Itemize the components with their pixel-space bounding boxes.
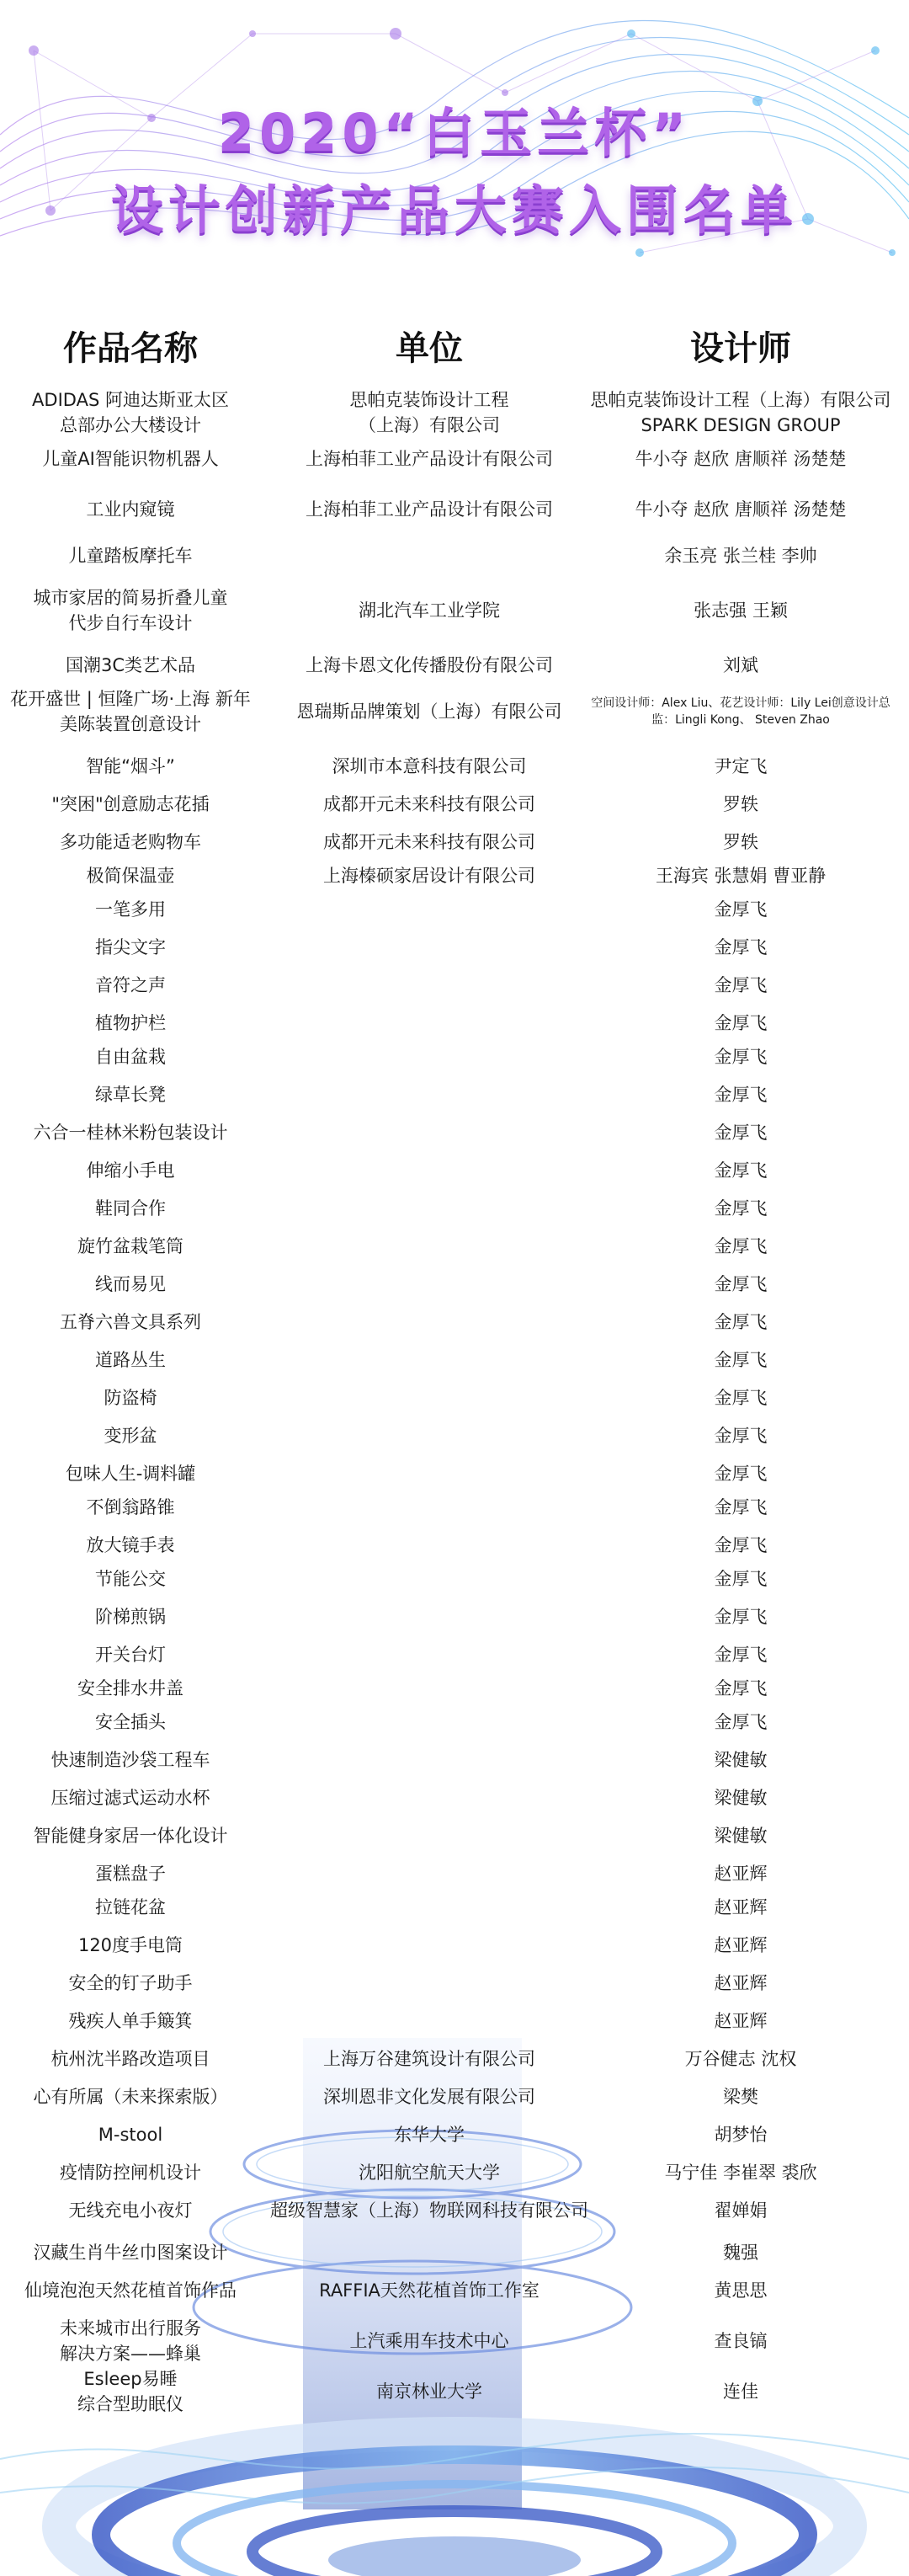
unit-name: 上海柏菲工业产品设计有限公司 (306, 499, 553, 520)
table-row (0, 1562, 909, 1596)
designer-name: 金厚飞 (714, 899, 768, 920)
table-row (0, 2316, 909, 2366)
work-name: 安全排水井盖 (77, 1678, 183, 1699)
designer-name: 查良镐 (714, 2331, 768, 2351)
table-row (0, 648, 909, 682)
work-name: 五脊六兽文具系列 (60, 1312, 201, 1332)
designer-name: 金厚飞 (714, 1497, 768, 1517)
unit-name: 恩瑞斯品牌策划（上海）有限公司 (296, 701, 562, 722)
table-row (0, 1154, 909, 1187)
unit-name: 成都开元未来科技有限公司 (323, 794, 535, 814)
work-name: ADIDAS 阿迪达斯亚太区 总部办公大楼设计 (32, 390, 229, 435)
unit-name: 深圳恩非文化发展有限公司 (323, 2087, 535, 2107)
designer-name: 赵亚辉 (714, 1973, 768, 1993)
work-name: 快速制造沙袋工程车 (50, 1750, 210, 1770)
work-name: 道路丛生 (95, 1350, 166, 1370)
designer-name: 罗轶 (723, 832, 758, 852)
table-row (0, 1600, 909, 1634)
table-row (0, 1743, 909, 1777)
unit-name: 思帕克装饰设计工程 （上海）有限公司 (349, 390, 509, 435)
table-row (0, 1006, 909, 1040)
work-name: 花开盛世 | 恒隆广场·上海 新年 美陈装置创意设计 (10, 689, 251, 734)
table-row (0, 1528, 909, 1562)
table-row (0, 1343, 909, 1377)
unit-name: 上汽乘用车技术中心 (349, 2331, 509, 2351)
table-row (0, 2080, 909, 2114)
work-name: 防盗椅 (104, 1388, 157, 1408)
designer-name: 黄思思 (714, 2280, 768, 2301)
unit-name: 深圳市本意科技有限公司 (332, 756, 527, 776)
unit-name: 上海万谷建筑设计有限公司 (323, 2049, 535, 2069)
table-row (0, 1457, 909, 1491)
table-row (0, 931, 909, 964)
column-header-designer: 设计师 (690, 329, 791, 368)
work-name: 儿童踏板摩托车 (68, 546, 193, 566)
table-row (0, 2156, 909, 2189)
designer-name: 金厚飞 (714, 1535, 768, 1555)
work-name: 绿草长凳 (95, 1085, 166, 1105)
designer-name: 空间设计师：Alex Liu、花艺设计师：Lily Lei创意设计总 监：Lingli Kong、 Steven Zhao (591, 696, 890, 727)
table-row (0, 1116, 909, 1149)
designer-name: 牛小夺 赵欣 唐顺祥 汤楚楚 (635, 499, 847, 520)
work-name: 智能“烟斗” (86, 756, 175, 776)
table-row (0, 1419, 909, 1453)
designer-name: 牛小夺 赵欣 唐顺祥 汤楚楚 (635, 449, 847, 469)
work-name: 变形盆 (104, 1426, 157, 1446)
work-name: 音符之声 (95, 975, 166, 995)
designer-name: 金厚飞 (714, 1464, 768, 1484)
work-name: 多功能适老购物车 (60, 832, 201, 852)
designer-name: 金厚飞 (714, 1198, 768, 1219)
designer-name: 梁健敏 (714, 1826, 768, 1846)
unit-name: 上海卡恩文化传播股份有限公司 (306, 655, 553, 675)
work-name: 自由盆栽 (95, 1047, 166, 1067)
designer-name: 刘斌 (723, 655, 758, 675)
work-name: 仙境泡泡天然花植首饰作品 (24, 2280, 237, 2301)
table-row (0, 1819, 909, 1853)
designer-name: 赵亚辉 (714, 1864, 768, 1884)
page-title-line-1: 2020“白玉兰杯” (217, 102, 692, 163)
work-name: 无线充电小夜灯 (68, 2200, 193, 2221)
table-row (0, 1381, 909, 1415)
designer-name: 连佳 (723, 2381, 758, 2402)
work-name: 压缩过滤式运动水杯 (50, 1788, 210, 1808)
table-row (0, 825, 909, 859)
work-name: 放大镜手表 (86, 1535, 175, 1555)
work-name: 残疾人单手簸箕 (68, 2011, 193, 2031)
table-row (0, 893, 909, 926)
work-name: 开关台灯 (95, 1645, 166, 1665)
designer-name: 赵亚辉 (714, 1935, 768, 1955)
unit-name: 上海榛硕家居设计有限公司 (323, 866, 535, 886)
unit-name: 东华大学 (394, 2125, 465, 2145)
table-row (0, 585, 909, 636)
table-row (0, 2194, 909, 2227)
designer-name: 罗轶 (723, 794, 758, 814)
unit-name: 湖北汽车工业学院 (359, 600, 500, 621)
designer-name: 胡梦怡 (714, 2125, 768, 2145)
table-row (0, 1638, 909, 1672)
table-row (0, 787, 909, 821)
work-name: 指尖文字 (95, 937, 166, 957)
column-header-unit: 单位 (396, 329, 463, 368)
table-row (0, 442, 909, 476)
table-row (0, 2236, 909, 2269)
work-name: 儿童AI智能识物机器人 (42, 449, 219, 469)
designer-name: 金厚飞 (714, 1350, 768, 1370)
designer-name: 金厚飞 (714, 1013, 768, 1033)
work-name: Esleep易睡 综合型助眠仪 (77, 2369, 183, 2414)
table-row (0, 1192, 909, 1225)
designer-name: 赵亚辉 (714, 1897, 768, 1917)
table-row (0, 2004, 909, 2038)
designer-name: 王海宾 张慧娟 曹亚静 (655, 866, 827, 886)
table-row (0, 539, 909, 573)
table-row (0, 859, 909, 893)
work-name: 鞋同合作 (95, 1198, 166, 1219)
designer-name: 万谷健志 沈权 (684, 2049, 797, 2069)
designer-name: 翟婵娟 (714, 2200, 768, 2221)
work-name: M-stool (98, 2125, 163, 2145)
work-name: 线而易见 (95, 1274, 166, 1294)
designer-name: 金厚飞 (714, 1047, 768, 1067)
designer-name: 金厚飞 (714, 975, 768, 995)
designer-name: 梁樊 (723, 2087, 758, 2107)
work-name: 安全插头 (95, 1712, 166, 1732)
designer-name: 金厚飞 (714, 1426, 768, 1446)
table-row (0, 1078, 909, 1112)
table-row (0, 1857, 909, 1891)
table-row (0, 1491, 909, 1524)
table-row (0, 387, 909, 438)
table-row (0, 749, 909, 783)
designer-name: 金厚飞 (714, 1388, 768, 1408)
table-row (0, 1305, 909, 1339)
table-row (0, 1267, 909, 1301)
table-row (0, 1672, 909, 1705)
designer-name: 金厚飞 (714, 1645, 768, 1665)
work-name: 120度手电筒 (77, 1935, 183, 1955)
designer-name: 张志强 王颖 (694, 600, 788, 621)
table-row (0, 1040, 909, 1074)
work-name: 杭州沈半路改造项目 (50, 2049, 210, 2069)
work-name: 伸缩小手电 (86, 1160, 175, 1181)
designer-name: 金厚飞 (714, 1712, 768, 1732)
work-name: "突困"创意励志花插 (51, 794, 210, 814)
work-name: 旋竹盆栽笔筒 (77, 1236, 183, 1256)
work-name: 疫情防控闸机设计 (60, 2163, 201, 2183)
table-row (0, 1705, 909, 1739)
work-name: 蛋糕盘子 (95, 1864, 166, 1884)
table-row (0, 1928, 909, 1962)
designer-name: 尹定飞 (714, 756, 768, 776)
designer-name: 金厚飞 (714, 1274, 768, 1294)
table-row (0, 968, 909, 1002)
work-name: 节能公交 (95, 1569, 166, 1589)
unit-name: 成都开元未来科技有限公司 (323, 832, 535, 852)
unit-name: 沈阳航空航天大学 (359, 2163, 500, 2183)
work-name: 不倒翁路锥 (86, 1497, 175, 1517)
column-header-work: 作品名称 (63, 329, 198, 368)
designer-name: 金厚飞 (714, 1569, 768, 1589)
unit-name: 超级智慧家（上海）物联网科技有限公司 (270, 2200, 588, 2221)
work-name: 一笔多用 (95, 899, 166, 920)
unit-name: 南京林业大学 (376, 2381, 482, 2402)
table-row (0, 1229, 909, 1263)
work-name: 未来城市出行服务 解决方案——蜂巢 (60, 2318, 201, 2364)
designer-name: 思帕克装饰设计工程（上海）有限公司 SPARK DESIGN GROUP (590, 390, 891, 435)
work-name: 包味人生-调料罐 (65, 1464, 196, 1484)
designer-name: 金厚飞 (714, 1607, 768, 1627)
table-row (0, 493, 909, 526)
designer-name: 梁健敏 (714, 1750, 768, 1770)
designer-name: 梁健敏 (714, 1788, 768, 1808)
page-title-line-2: 设计创新产品大赛入围名单 (110, 179, 798, 241)
table-row (0, 2274, 909, 2307)
work-name: 拉链花盆 (95, 1897, 166, 1917)
work-name: 六合一桂林米粉包装设计 (33, 1123, 228, 1143)
table-row (0, 1781, 909, 1815)
designer-name: 金厚飞 (714, 1160, 768, 1181)
table-row (0, 1966, 909, 2000)
designer-name: 金厚飞 (714, 1312, 768, 1332)
work-name: 植物护栏 (95, 1013, 166, 1033)
unit-name: 上海柏菲工业产品设计有限公司 (306, 449, 553, 469)
work-name: 安全的钉子助手 (68, 1973, 193, 1993)
work-name: 国潮3C类艺术品 (65, 655, 196, 675)
designer-name: 金厚飞 (714, 1236, 768, 1256)
designer-name: 赵亚辉 (714, 2011, 768, 2031)
table-row (0, 1891, 909, 1924)
work-name: 汉藏生肖牛丝巾图案设计 (33, 2243, 228, 2263)
work-name: 智能健身家居一体化设计 (33, 1826, 228, 1846)
designer-name: 魏强 (723, 2243, 758, 2263)
table-row (0, 2118, 909, 2152)
unit-name: RAFFIA天然花植首饰工作室 (319, 2280, 540, 2301)
designer-name: 金厚飞 (714, 1085, 768, 1105)
work-name: 城市家居的简易折叠儿童 代步自行车设计 (33, 588, 228, 633)
table-row (0, 2366, 909, 2417)
table-row (0, 2042, 909, 2076)
designer-name: 余玉亮 张兰桂 李帅 (664, 546, 817, 566)
table-row (0, 686, 909, 737)
work-name: 工业内窥镜 (86, 499, 175, 520)
work-name: 阶梯煎锅 (95, 1607, 166, 1627)
designer-name: 金厚飞 (714, 1123, 768, 1143)
designer-name: 金厚飞 (714, 937, 768, 957)
work-name: 心有所属（未来探索版） (33, 2087, 228, 2107)
designer-name: 金厚飞 (714, 1678, 768, 1699)
designer-name: 马宁佳 李崔翠 裘欣 (664, 2163, 817, 2183)
work-name: 极简保温壶 (86, 866, 175, 886)
